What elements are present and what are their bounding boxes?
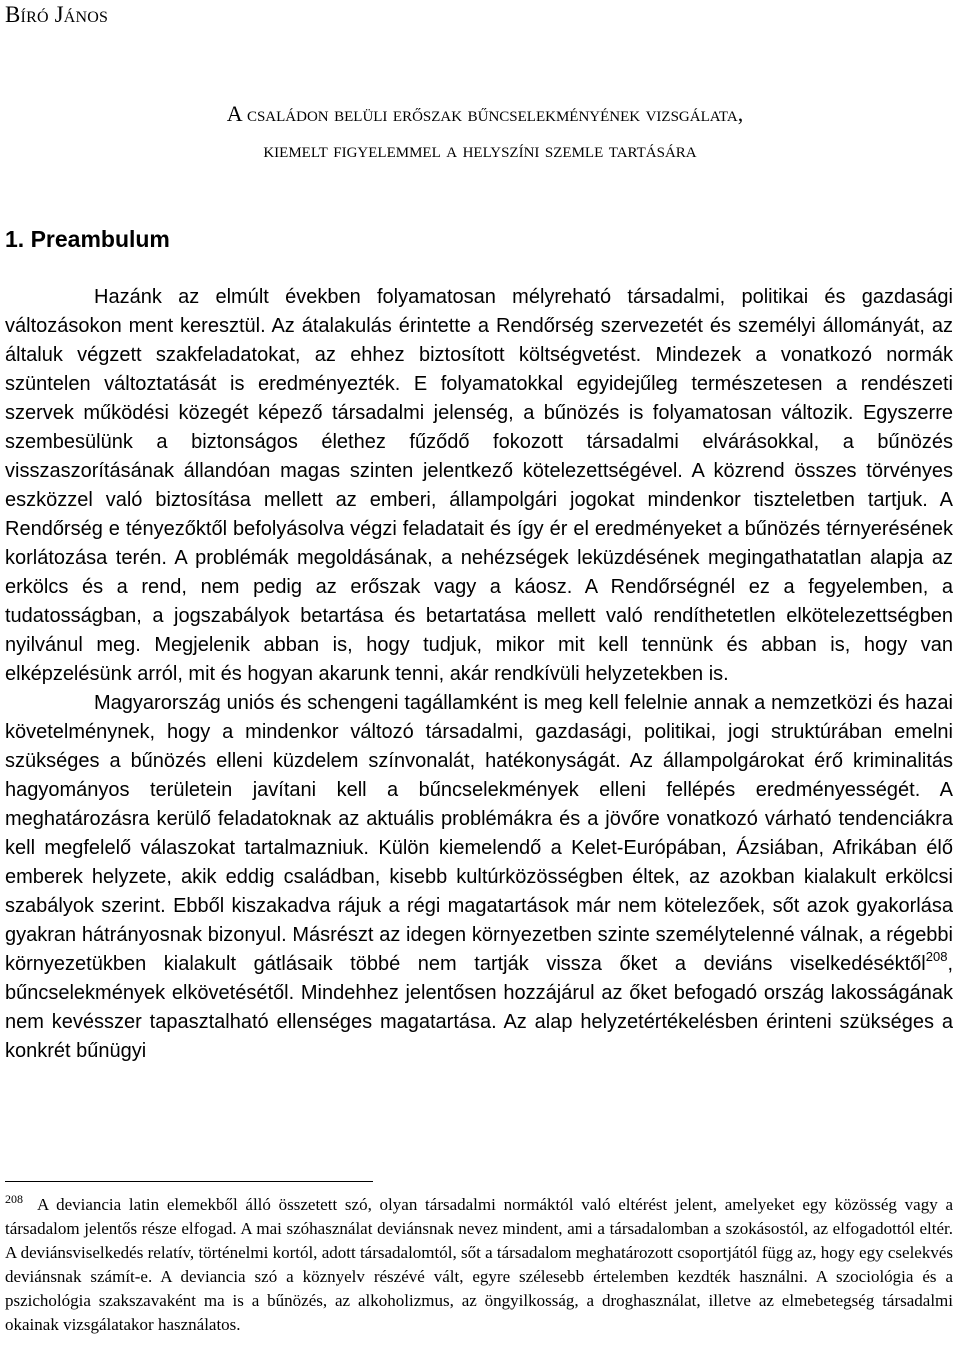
paragraph-2-part-2: , bűncselekmények elkövetésétől. Mindehhez jelentősen hozzájárul az őket befogadó ország lakosságának nem kevésszer tapasztalható ellenséges magatartása. Az alap helyzetértékelésben érinteni szükséges a konkrét bűnügyi xyxy=(5,953,953,1062)
author-name: Bíró János xyxy=(5,2,109,27)
body-text xyxy=(5,283,953,1066)
footnote-reference[interactable]: 208 xyxy=(925,949,948,964)
footnote-separator xyxy=(5,1181,373,1182)
title-line-1: A családon belüli erőszak bűncselekményének vizsgálata, xyxy=(226,101,744,126)
paragraph-2-part-1: Magyarország uniós és schengeni tagállamként is meg kell felelnie annak a nemzetközi és hazai követelménynek, hogy a mindenkor változó társadalmi, gazdasági, politikai, jogi struktúrában emelni szükséges a bűnözés elleni küzdelem színvonalát, hatékonyságát. Az állampolgárokat érő kriminalitás hagyományos területein javítani kell a bűncselekmények elleni fellépés eredményességét. A meghatározásra kerülő feladatoknak az aktuális problémákra és a jövőre vonatkozó várható tendenciákra kell megfelelő válaszokat tartalmazniuk. Külön kiemelendő a Kelet-Európában, Ázsiában, Afrikában élő emberek helyzete, akik eddig családban, kisebb kultúrközösségben éltek, az azokban kialakult erkölcsi szabályok szerint. Ebből kiszakadva rájuk a régi magatartások már nem kötelezőek, sőt azok gyakorlása gyakran hátrányosnak bizonyul. Másrészt az idegen környezetben szinte személytelenné válnak, a régebbi környezetükben kialakult gátlásaik többé nem tartják vissza őket a deviáns viselkedéséktől xyxy=(5,692,953,975)
footnote xyxy=(5,1193,953,1337)
paragraph-1: Hazánk az elmúlt években folyamatosan mélyreható társadalmi, politikai és gazdasági változásokon ment keresztül. Az átalakulás érintette a Rendőrség szervezetét és személyi állományát, az általuk végzett szakfeladatokat, az ehhez biztosított költségvetést. Mindezek a vonatkozó normák szüntelen változtatását is eredményezték. E folyamatokkal egyidejűleg természetesen a rendészeti szervek működési közegét képező társadalmi jelenség, a bűnözés is folyamatosan változik. Egyszerre szembesülünk a biztonságos élethez fűződő fokozott társadalmi elvárásokkal, a bűnözés visszaszorításának állandóan magas szinten jelentkező kötelezettségével. A közrend összes törvényes eszközzel való biztosítása mellett az emberi, állampolgári jogokat mindenkor tiszteletben tartjuk. A Rendőrség e tényezőktől befolyásolva végzi feladatait és így ér el eredményeket a bűnözés térnyerésének korlátozása terén. A problémák megoldásának, a nehézségek leküzdésének megingathatatlan alapja az erkölcs és a rend, nem pedig az erőszak vagy a káosz. A Rendőrségnél ez a fegyelemben, a tudatosságban, a jogszabályok betartása és betartatása mellett való rendíthetetlen elkötelezettségben nyilvánul meg. Megjelenik abban is, hogy tudjuk, mikor mit kell tennünk és abban is, hogy van elképzelésünk arról, mit és hogyan akarunk tenni, akár rendkívüli helyzetekben is. xyxy=(5,286,953,685)
footnote-number: 208 xyxy=(5,1192,23,1206)
paragraph-2 xyxy=(5,689,953,1066)
section-heading: 1. Preambulum xyxy=(5,226,170,252)
document-title xyxy=(0,96,960,168)
footnote-text: A deviancia latin elemekből álló összetett szó, olyan társadalmi normáktól való eltérést jelent, amelyeket egy közösség vagy a társadalom jelentős része elfogad. A mai szóhasználat deviánsnak nevez mindent, ami a társadalomban a szokásostól, az elfogadottól eltér. A deviánsviselkedés relatív, történelmi kortól, adott társadalomtól, sőt a társadalom meghatározott csoportjától függ az, hogy egy cselekvés deviánsnak számít-e. A deviancia szó a köznyelv részévé vált, egyre szélesebb értelemben kezdték használni. A szociológia és a pszichológia szakszavaként ma is a bűnözés, az alkoholizmus, az öngyilkosság, a droghasználat, illetve az elmebetegség társadalmi okainak vizsgálatakor használatos. xyxy=(5,1195,953,1334)
title-line-2: kiemelt figyelemmel a helyszíni szemle tartására xyxy=(263,137,697,162)
